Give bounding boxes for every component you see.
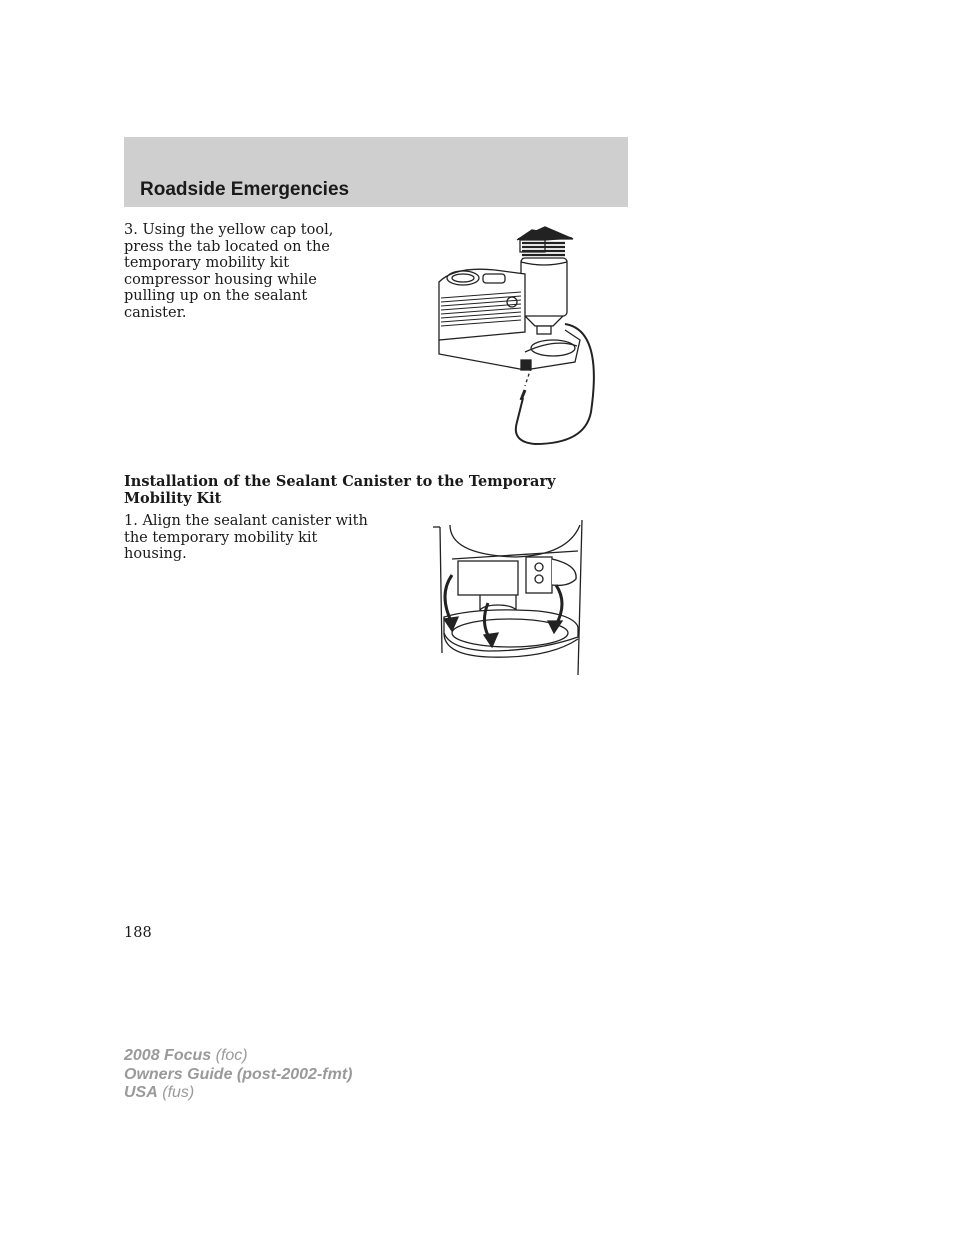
footer-line-1 [124,1047,352,1066]
compressor-canister-removal-illustration [425,222,605,450]
footer-line-3 [124,1084,352,1103]
step-3-text: 3. Using the yellow cap tool, press the tab located on the temporary mobility kit compressor housing while pulling up on the sealant canister. [124,222,334,321]
footer-guide: Owners Guide (post-2002-fmt) [124,1065,353,1083]
footer-line-2 [124,1066,352,1085]
canister-alignment-illustration [428,515,588,677]
footer-region-code: (fus) [162,1084,195,1101]
installation-heading: Installation of the Sealant Canister to the Temporary Mobility Kit [124,473,556,507]
footer-region: USA [124,1084,158,1101]
section-title: Roadside Emergencies [140,179,350,200]
document-footer [124,1047,352,1103]
page-number: 188 [124,925,152,941]
footer-model-code: (foc) [215,1047,248,1064]
footer-model: 2008 Focus [124,1047,212,1064]
step-1-text: 1. Align the sealant canister with the temporary mobility kit housing. [124,513,368,562]
section-header-band [124,137,628,207]
